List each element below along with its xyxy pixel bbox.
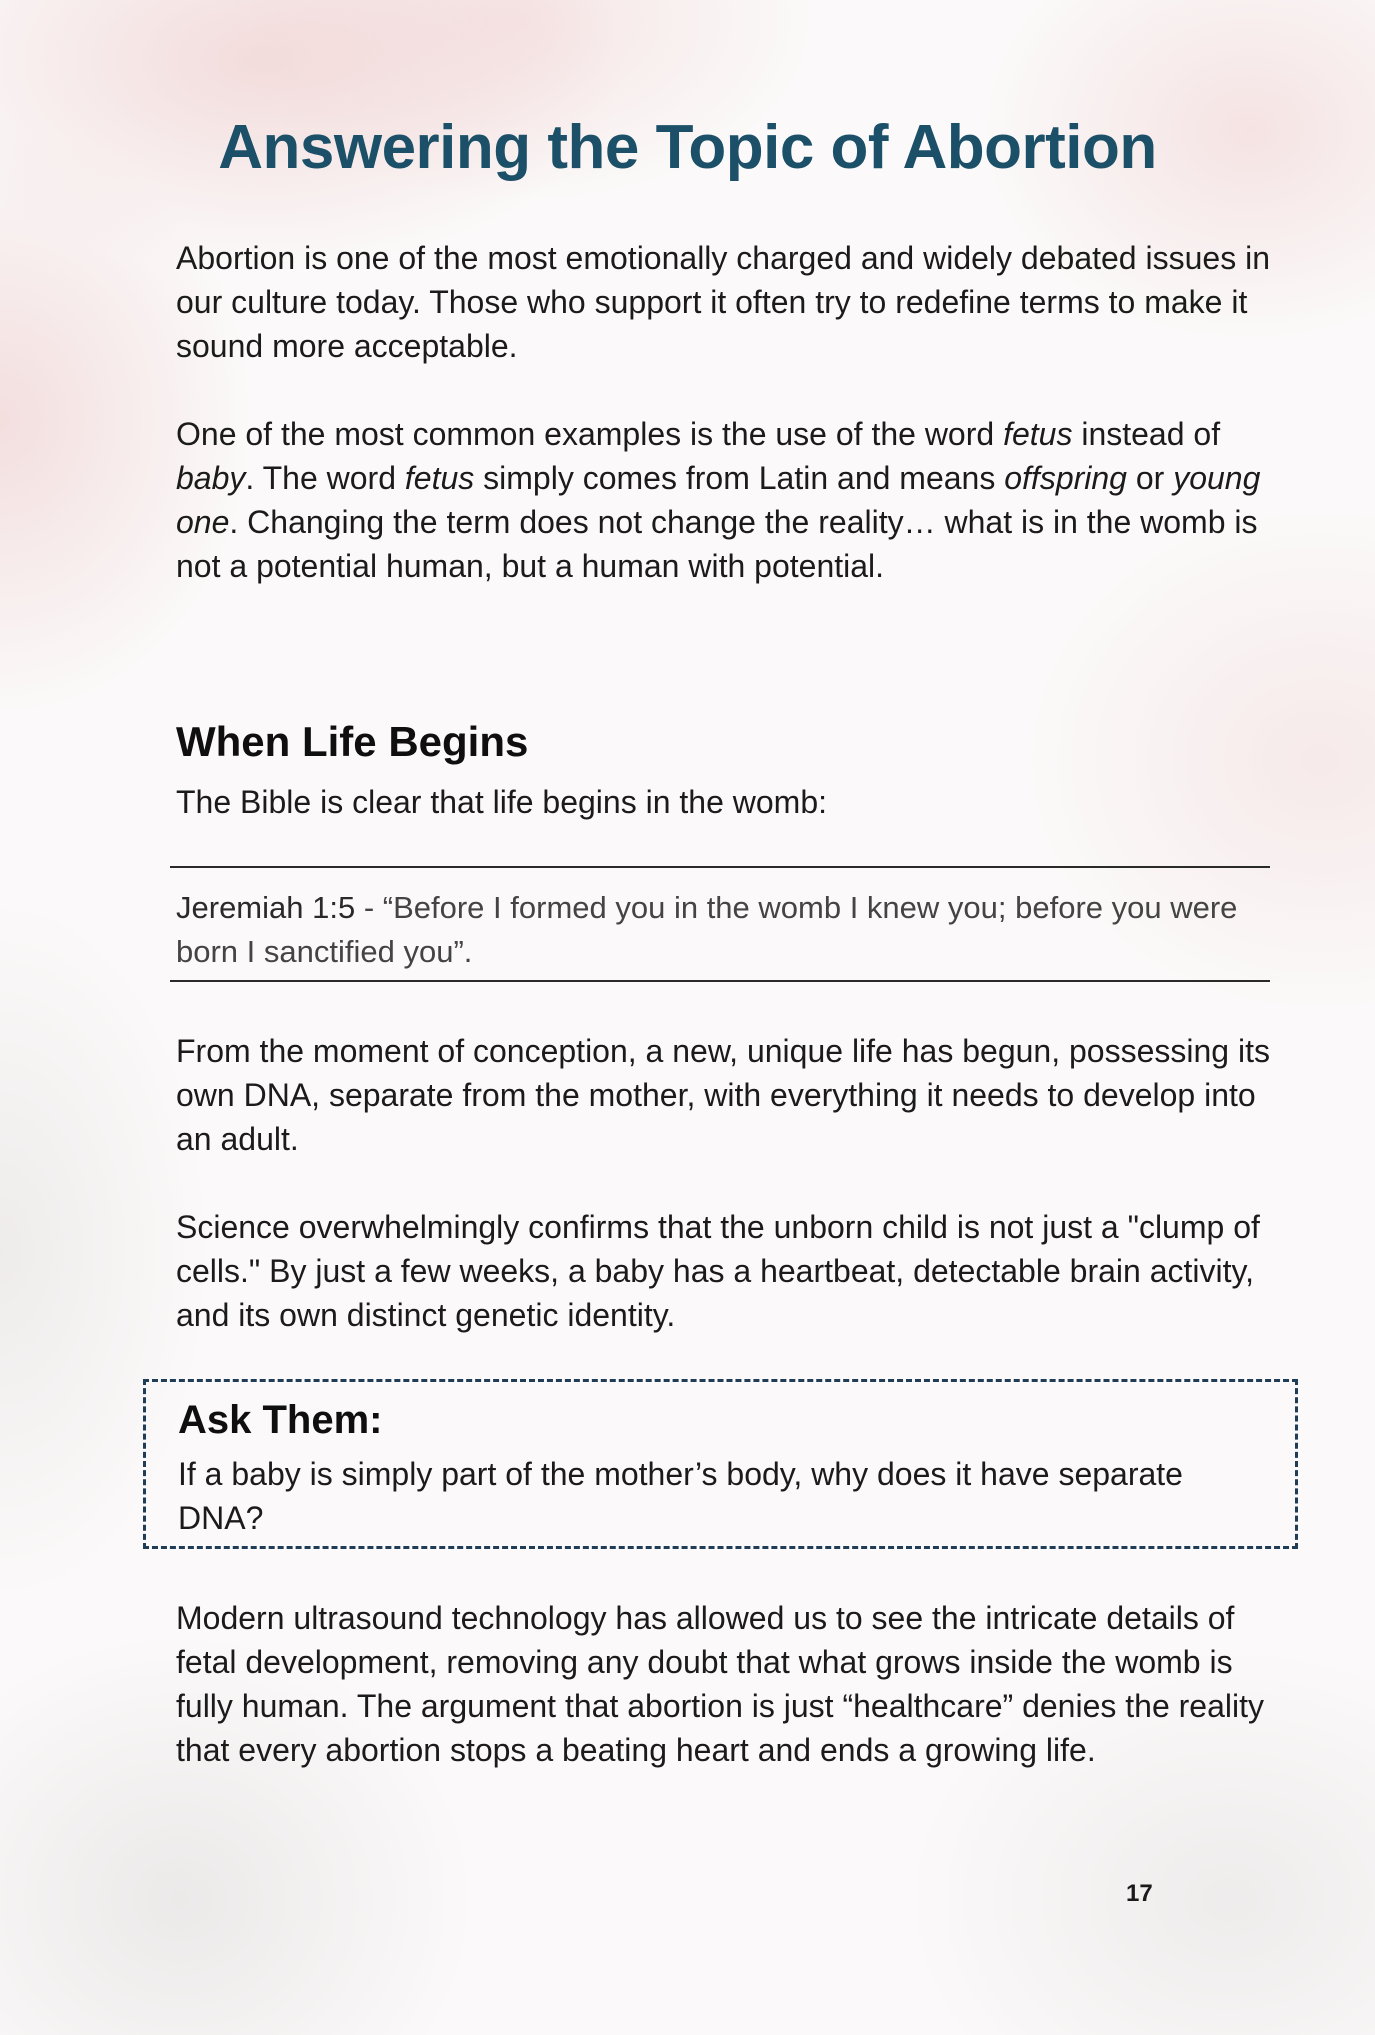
terms-text: or	[1126, 460, 1174, 496]
scripture-callout	[170, 866, 1270, 982]
section-lead: The Bible is clear that life begins in the womb:	[176, 784, 827, 820]
page-title: Answering the Topic of Abortion	[218, 113, 1157, 182]
conception-paragraph: From the moment of conception, a new, unique life has begun, possessing its own DNA, separate from the mother, with everything it needs to develop into an adult.	[176, 1033, 1270, 1157]
science-paragraph: Science overwhelmingly confirms that the unborn child is not just a "clump of cells." By just a few weeks, a baby has a heartbeat, detectable brain activity, and its own distinct genetic identity.	[176, 1209, 1260, 1333]
term-offspring: offspring	[1004, 460, 1127, 496]
terms-text: One of the most common examples is the use of the word	[176, 416, 1004, 452]
ask-them-box	[143, 1379, 1298, 1549]
scripture-text	[176, 886, 1261, 974]
term-baby: baby	[176, 460, 246, 496]
terms-text: simply comes from Latin and means	[474, 460, 1005, 496]
term-fetus: fetus	[1003, 416, 1073, 452]
terms-paragraph	[176, 412, 1276, 588]
ask-them-question: If a baby is simply part of the mother’s body, why does it have separate DNA?	[178, 1456, 1183, 1536]
scripture-reference: Jeremiah 1:5	[176, 890, 356, 925]
ask-them-heading: Ask Them:	[178, 1398, 383, 1442]
term-young-one: young one	[176, 460, 1261, 540]
page-number: 17	[1126, 1880, 1153, 1907]
terms-text: . Changing the term does not change the reality… what is in the womb is not a potential human, but a human with potential.	[176, 504, 1258, 584]
ultrasound-paragraph: Modern ultrasound technology has allowed us to see the intricate details of fetal development, removing any doubt that what grows inside the womb is fully human. The argument that abortion is just “healthcare” denies the reality that every abortion stops a beating heart and ends a growing life.	[176, 1600, 1264, 1768]
section-heading: When Life Begins	[176, 718, 529, 765]
term-fetus: fetus	[404, 460, 475, 496]
scripture-quote: - “Before I formed you in the womb I knew you; before you were born I sanctified you”.	[176, 890, 1238, 969]
intro-paragraph: Abortion is one of the most emotionally charged and widely debated issues in our culture today. Those who support it often try to redefine terms to make it sound more acceptable.	[176, 240, 1270, 364]
terms-text: instead of	[1072, 416, 1221, 452]
terms-text: . The word	[245, 460, 405, 496]
